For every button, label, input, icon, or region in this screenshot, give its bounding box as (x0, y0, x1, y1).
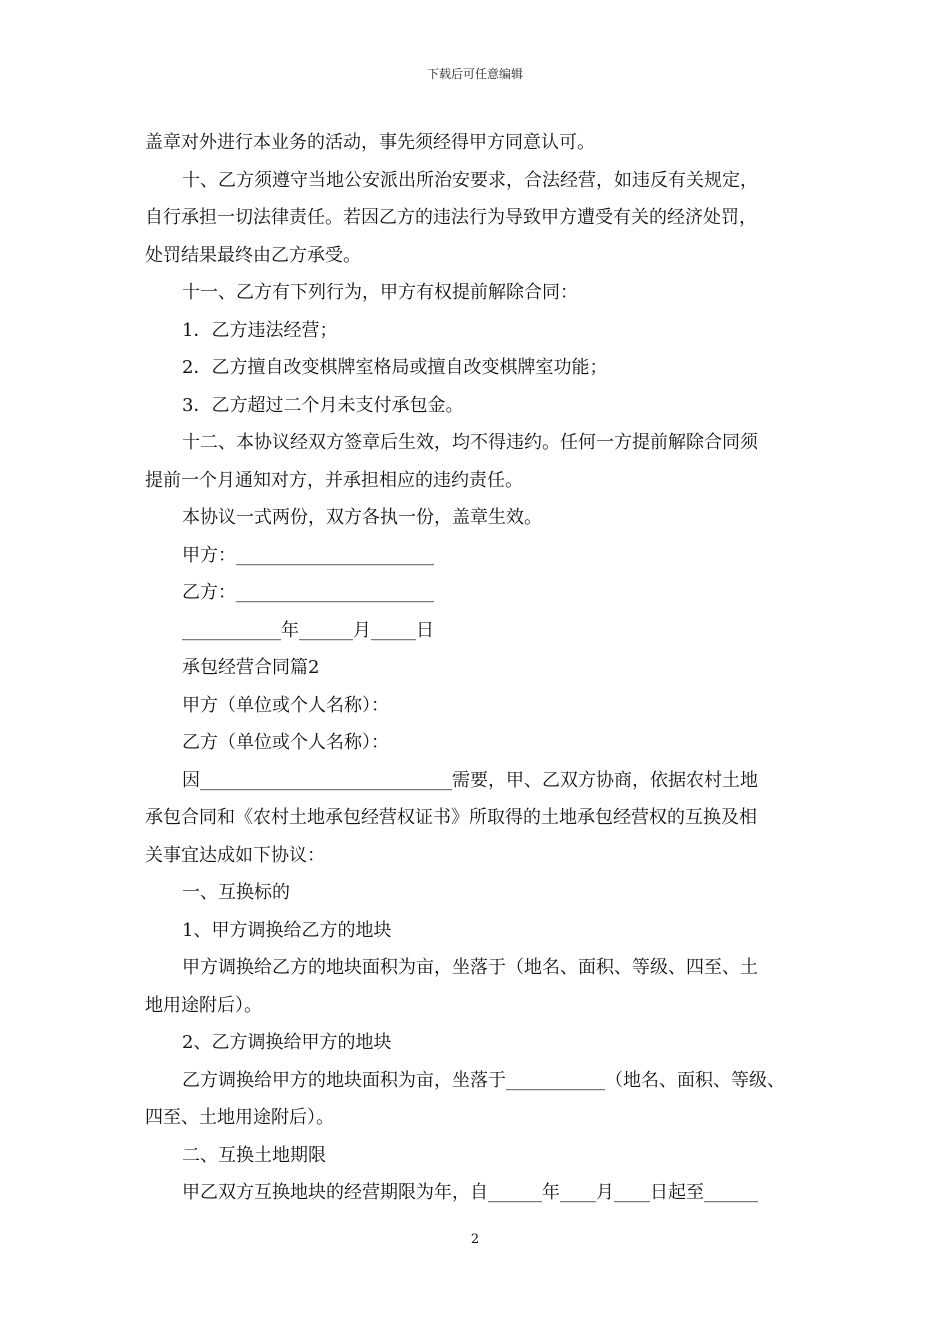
paragraph-line: 3．乙方超过二个月未支付承包金。 (182, 394, 464, 416)
paragraph-line: 自行承担一切法律责任。若因乙方的违法行为导致甲方遭受有关的经济处罚， (145, 207, 757, 228)
paragraph-line: 因____________________________需要，甲、乙双方协商，依据农村土地 (182, 769, 758, 791)
paragraph-line: 甲方调换给乙方的地块面积为亩，坐落于（地名、面积、等级、四至、土 (182, 957, 758, 978)
paragraph-line: 乙方调换给甲方的地块面积为亩，坐落于___________（地名、面积、等级、 (182, 1069, 785, 1091)
paragraph-line: 乙方（单位或个人名称）： (182, 732, 389, 753)
paragraph-line: 关事宜达成如下协议： (145, 844, 325, 866)
paragraph-line: 一、互换标的 (182, 882, 290, 903)
paragraph-line: 四至、土地用途附后）。 (145, 1107, 334, 1128)
paragraph-line: 乙方：______________________ (182, 582, 434, 603)
paragraph-line: 甲方（单位或个人名称）： (182, 694, 389, 716)
paragraph-line: 地用途附后）。 (145, 994, 262, 1016)
paragraph-line: 提前一个月通知对方，并承担相应的违约责任。 (145, 469, 523, 491)
paragraph-line: ___________年______月_____日 (182, 619, 434, 641)
document-body (145, 124, 810, 1212)
paragraph-line: 二、互换土地期限 (182, 1144, 326, 1166)
paragraph-line: 2．乙方擅自改变棋牌室格局或擅自改变棋牌室功能； (182, 357, 608, 378)
paragraph-line: 2、乙方调换给甲方的地块 (182, 1032, 392, 1053)
paragraph-line: 甲方：______________________ (182, 544, 434, 566)
paragraph-line: 承包经营合同篇2 (182, 657, 320, 678)
page-number: 2 (470, 1232, 480, 1247)
paragraph-line: 承包合同和《农村土地承包经营权证书》所取得的土地承包经营权的互换及相 (145, 807, 757, 828)
paragraph-line: 处罚结果最终由乙方承受。 (145, 244, 361, 266)
paragraph-line: 本协议一式两份，双方各执一份，盖章生效。 (182, 507, 542, 528)
paragraph-line: 十一、乙方有下列行为，甲方有权提前解除合同： (182, 282, 578, 303)
paragraph-line: 甲乙双方互换地块的经营期限为年，自______年____月____日起至______ (182, 1182, 758, 1203)
paragraph-line: 十二、本协议经双方签章后生效，均不得违约。任何一方提前解除合同须 (182, 432, 758, 453)
paragraph-line: 十、乙方须遵守当地公安派出所治安要求，合法经营，如违反有关规定， (182, 169, 758, 191)
paragraph-line: 1、甲方调换给乙方的地块 (182, 919, 392, 941)
paragraph-line: 盖章对外进行本业务的活动，事先须经得甲方同意认可。 (145, 132, 595, 153)
page-header: 下载后可任意编辑 (426, 67, 523, 81)
paragraph-line: 1．乙方违法经营； (182, 319, 338, 341)
